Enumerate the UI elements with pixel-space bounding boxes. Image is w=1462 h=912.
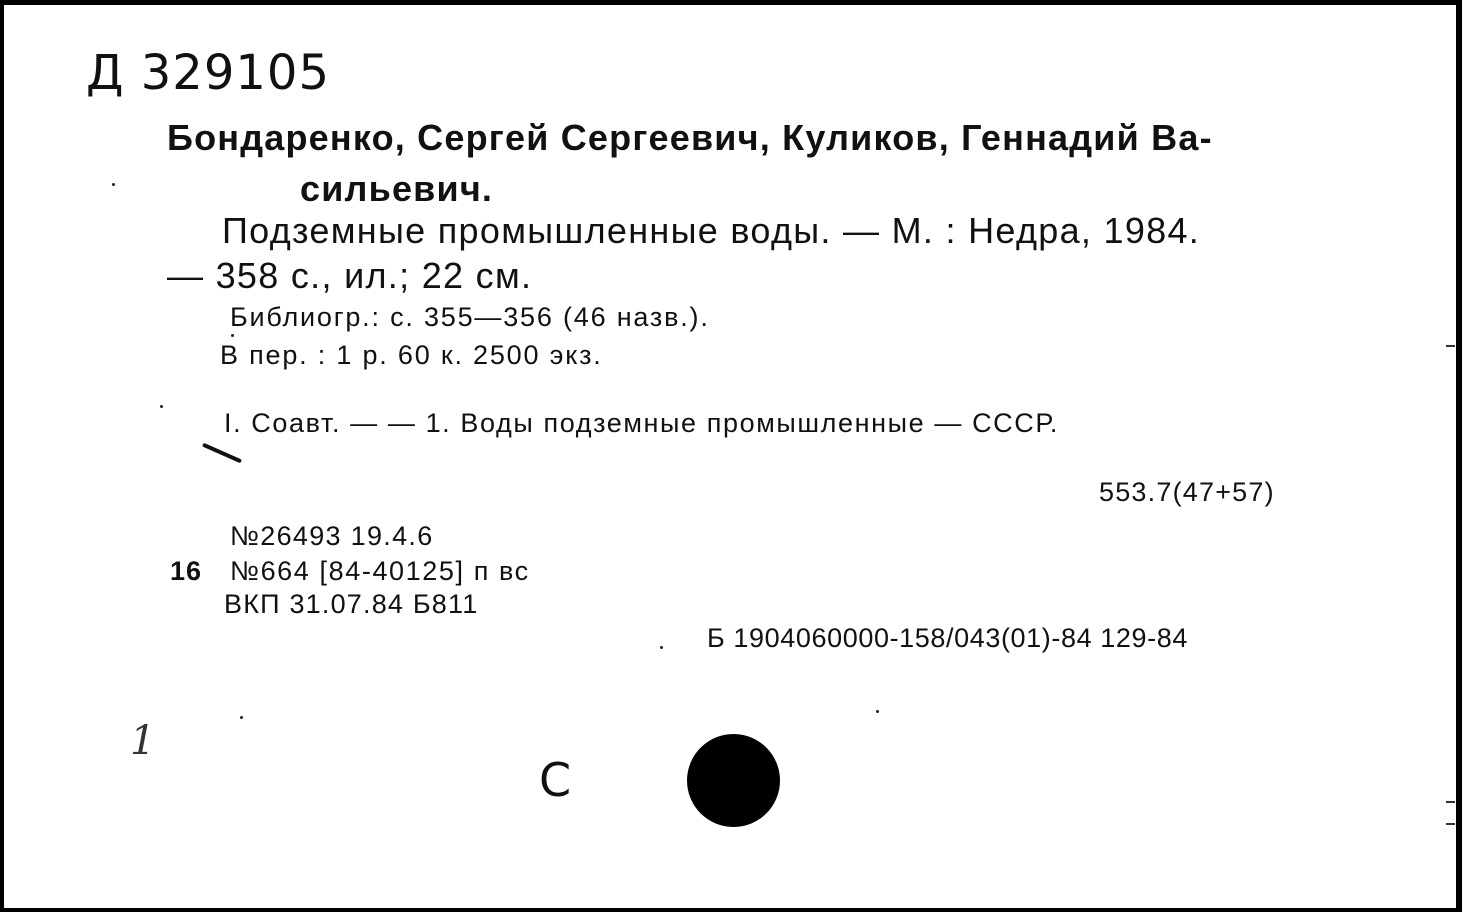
title-line-1: Подземные промышленные воды. — М. : Недра, 1984. [222, 210, 1201, 251]
speck-mark [231, 334, 234, 337]
speck-mark [240, 716, 243, 719]
edge-mark [1446, 801, 1455, 803]
punched-hole-dot [687, 734, 780, 827]
call-number: Д 329105 [86, 45, 330, 101]
edge-mark [1446, 345, 1455, 347]
author-line-1: Бондаренко, Сергей Сергеевич, Куликов, Геннадий Ва- [167, 117, 1213, 158]
order-line-2: №664 [84-40125] п вс [230, 556, 530, 586]
speck-mark [112, 183, 115, 186]
letter-mark: С [539, 753, 572, 807]
card-prefix-number: 16 [170, 556, 203, 586]
speck-mark [876, 710, 879, 713]
title-line-2: — 358 с., ил.; 22 см. [167, 255, 533, 296]
edge-mark [1446, 823, 1455, 825]
udc-classification: 553.7(47+57) [1099, 477, 1275, 507]
speck-mark [160, 405, 163, 408]
tracings-line: I. Соавт. — — 1. Воды подземные промышленные — СССР. [224, 408, 1059, 438]
pencil-mark [202, 443, 242, 464]
speck-mark [660, 646, 663, 649]
binding-price-note: В пер. : 1 р. 60 к. 2500 экз. [220, 340, 603, 370]
vkp-line: ВКП 31.07.84 Б811 [224, 589, 479, 619]
handwritten-number: 1 [130, 718, 156, 764]
catalog-card [4, 5, 1456, 908]
publisher-code-line: Б 1904060000-158/043(01)-84 129-84 [707, 623, 1188, 653]
order-line-1: №26493 19.4.6 [230, 521, 434, 551]
author-line-2: сильевич. [300, 168, 494, 209]
bibliography-note: Библиогр.: с. 355—356 (46 назв.). [230, 302, 710, 332]
